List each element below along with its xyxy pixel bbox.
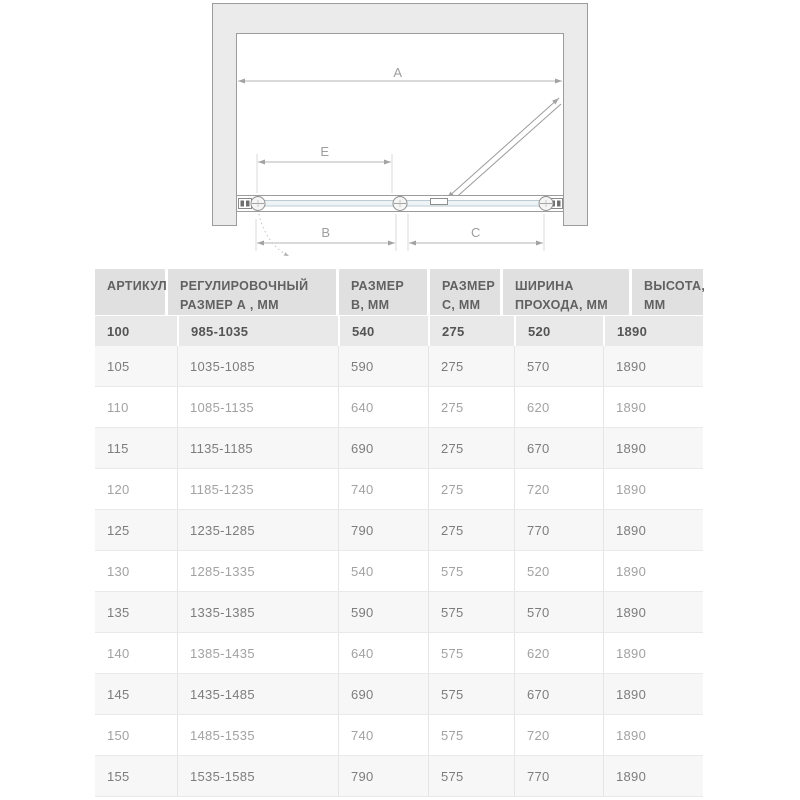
- table-cell: 125: [107, 522, 130, 538]
- table-row: [95, 551, 703, 592]
- table-cell: 620: [514, 633, 603, 673]
- table-cell: 690: [338, 428, 428, 468]
- table-cell: 1890: [603, 346, 703, 386]
- table-cell: 670: [514, 674, 603, 714]
- table-cell: 275: [428, 346, 514, 386]
- table-cell: 570: [514, 346, 603, 386]
- table-cell: 540: [338, 316, 428, 346]
- table-cell: 130: [107, 563, 130, 579]
- table-cell: 590: [338, 346, 428, 386]
- table-cell: 790: [338, 756, 428, 796]
- table-cell: 1890: [603, 756, 703, 796]
- table-cell: 1285-1335: [177, 551, 338, 591]
- roller-left: [251, 197, 265, 211]
- table-cell: 1890: [603, 387, 703, 427]
- table-cell: 520: [514, 316, 603, 346]
- open-door-panel-edge: [451, 104, 561, 202]
- column-header-passage-width: ШИРИНА ПРОХОДА, ММ: [503, 269, 629, 315]
- column-header-height: ВЫСОТА, ММ: [632, 269, 703, 315]
- column-header-article: АРТИКУЛ: [95, 269, 165, 315]
- table-cell: 275: [428, 510, 514, 550]
- roller-right: [539, 197, 553, 211]
- table-cell: 985-1035: [177, 316, 338, 346]
- table-row: [95, 715, 703, 756]
- table-header-row: [95, 269, 706, 314]
- bracket-detail: [241, 201, 245, 207]
- table-row-highlighted: [95, 316, 703, 346]
- table-cell: 520: [514, 551, 603, 591]
- table-cell: 1485-1535: [177, 715, 338, 755]
- table-cell: 275: [428, 469, 514, 509]
- table-cell: 1890: [603, 428, 703, 468]
- table-cell: 155: [107, 768, 130, 784]
- table-cell: 1035-1085: [177, 346, 338, 386]
- roller-middle: [393, 197, 407, 211]
- table-cell: 275: [428, 387, 514, 427]
- table-cell: 790: [338, 510, 428, 550]
- table-cell: 1890: [603, 633, 703, 673]
- table-cell: 1135-1185: [177, 428, 338, 468]
- table-cell: 1435-1485: [177, 674, 338, 714]
- table-cell: 540: [338, 551, 428, 591]
- table-cell: 575: [428, 592, 514, 632]
- table-cell: 1890: [603, 510, 703, 550]
- table-cell: 1890: [603, 715, 703, 755]
- table-cell: 575: [428, 756, 514, 796]
- table-cell: 1085-1135: [177, 387, 338, 427]
- table-cell: 740: [338, 715, 428, 755]
- table-row: [95, 592, 703, 633]
- table-cell: 740: [338, 469, 428, 509]
- dimension-label-b: B: [321, 225, 331, 240]
- table-cell: 1890: [603, 469, 703, 509]
- table-cell: 140: [107, 645, 130, 661]
- table-cell: 100: [107, 323, 130, 339]
- door-handle: [431, 199, 448, 205]
- table-cell: 1335-1385: [177, 592, 338, 632]
- table-cell: 690: [338, 674, 428, 714]
- wall-outline: [213, 4, 588, 226]
- table-row: [95, 387, 703, 428]
- table-cell: 670: [514, 428, 603, 468]
- table-row: [95, 346, 703, 387]
- table-cell: 275: [428, 316, 514, 346]
- table-row: [95, 428, 703, 469]
- spec-table: [95, 269, 706, 797]
- dimension-label-c: C: [471, 225, 481, 240]
- table-row: [95, 674, 703, 715]
- bracket-detail: [246, 201, 250, 207]
- table-cell: 770: [514, 756, 603, 796]
- table-cell: 720: [514, 715, 603, 755]
- table-cell: 575: [428, 633, 514, 673]
- installation-diagram: [0, 0, 800, 266]
- table-cell: 640: [338, 387, 428, 427]
- table-row: [95, 633, 703, 674]
- table-cell: 135: [107, 604, 130, 620]
- table-cell: 105: [107, 358, 130, 374]
- door-swing-arc: [259, 214, 289, 256]
- table-cell: 120: [107, 481, 130, 497]
- table-cell: 1890: [603, 316, 703, 346]
- open-door-panel: [447, 98, 559, 198]
- table-cell: 575: [428, 715, 514, 755]
- table-cell: 620: [514, 387, 603, 427]
- dimension-label-a: A: [393, 65, 403, 80]
- table-cell: 145: [107, 686, 130, 702]
- column-header-size-a: РЕГУЛИРОВОЧНЫЙ РАЗМЕР А , ММ: [168, 269, 336, 315]
- table-cell: 1235-1285: [177, 510, 338, 550]
- table-cell: 575: [428, 674, 514, 714]
- wall-bracket-left: [239, 199, 252, 209]
- table-cell: 1890: [603, 551, 703, 591]
- table-cell: 275: [428, 428, 514, 468]
- table-cell: 115: [107, 440, 129, 456]
- table-row: [95, 469, 703, 510]
- table-cell: 1185-1235: [177, 469, 338, 509]
- table-cell: 1890: [603, 592, 703, 632]
- table-body: [95, 346, 703, 797]
- table-cell: 570: [514, 592, 603, 632]
- bracket-detail: [557, 201, 561, 207]
- table-cell: 150: [107, 727, 130, 743]
- table-cell: 110: [107, 399, 129, 415]
- table-cell: 1890: [603, 674, 703, 714]
- table-cell: 1535-1585: [177, 756, 338, 796]
- table-cell: 1385-1435: [177, 633, 338, 673]
- column-header-size-c: РАЗМЕР C, ММ: [430, 269, 500, 315]
- table-cell: 640: [338, 633, 428, 673]
- table-cell: 720: [514, 469, 603, 509]
- table-cell: 590: [338, 592, 428, 632]
- table-cell: 575: [428, 551, 514, 591]
- table-row: [95, 756, 703, 797]
- column-header-size-b: РАЗМЕР B, ММ: [339, 269, 427, 315]
- dimension-label-e: E: [320, 144, 330, 159]
- table-row: [95, 510, 703, 551]
- table-cell: 770: [514, 510, 603, 550]
